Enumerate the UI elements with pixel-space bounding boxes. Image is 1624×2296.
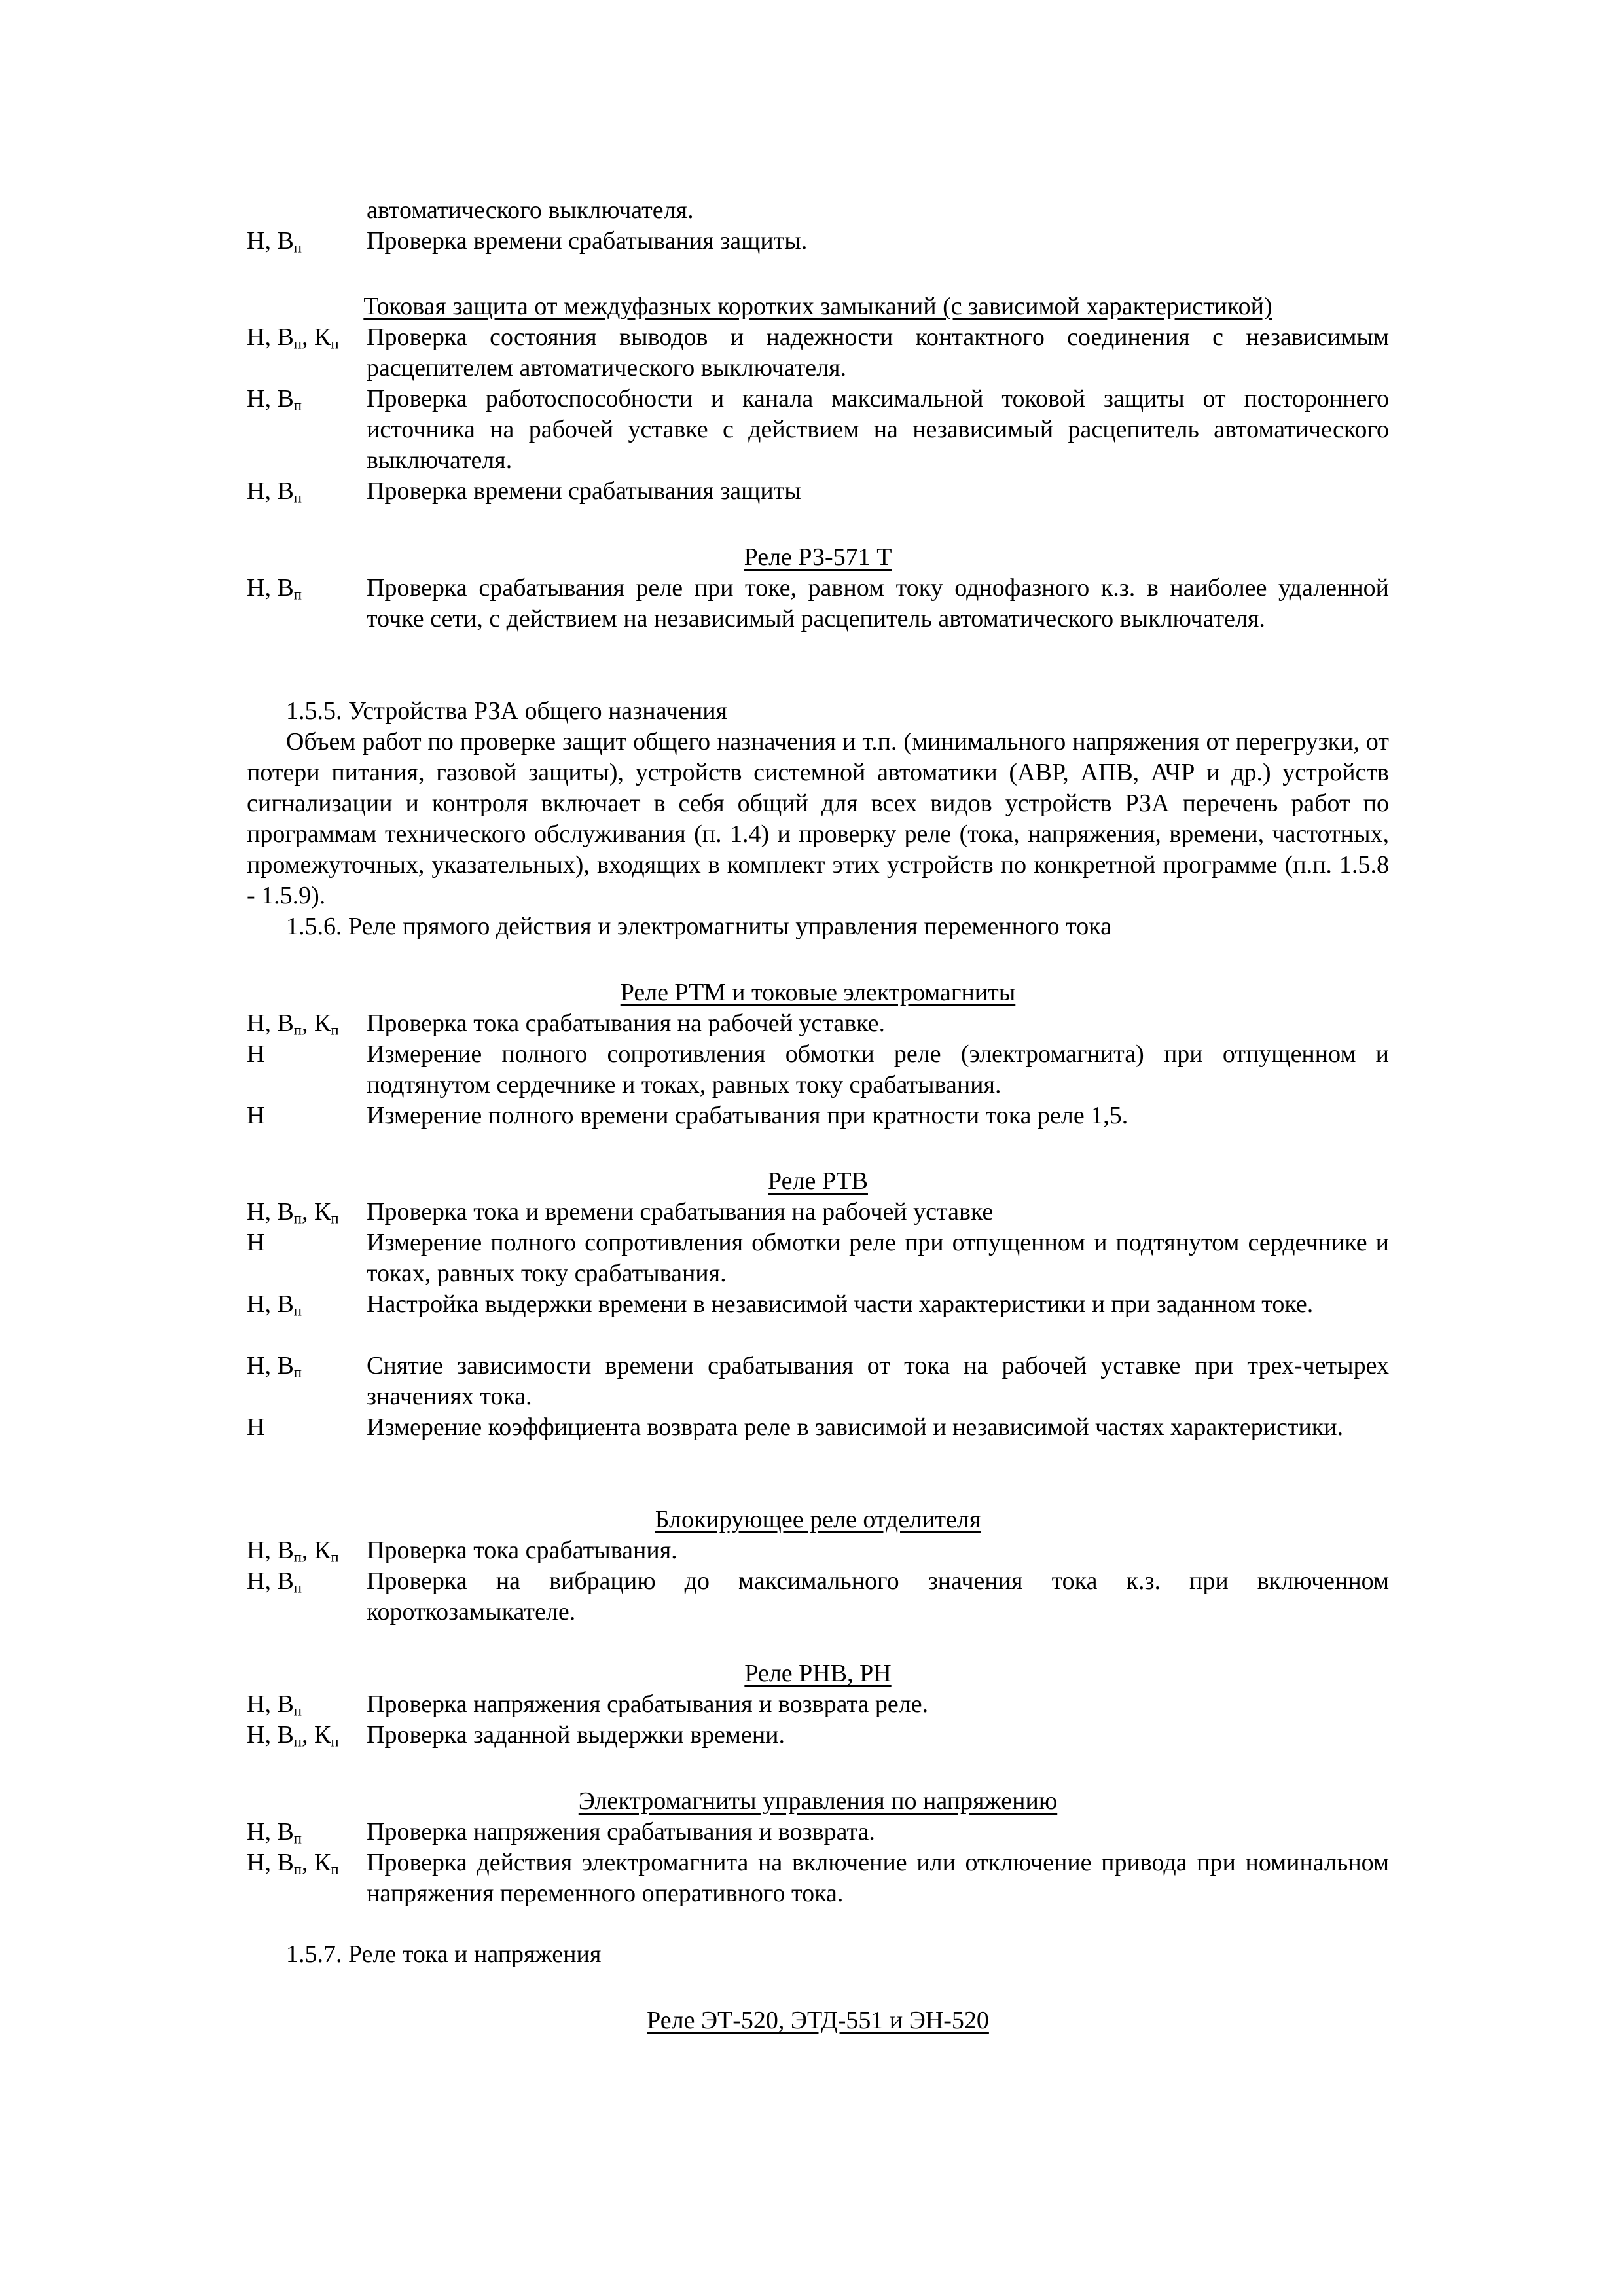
list-item — [247, 1535, 1389, 1566]
item-text: Проверка работоспособности и канала максимальной токовой защиты от постороннего источника на рабочей уставке с действием на независимый расцепитель автоматического выключателя. — [367, 385, 1389, 474]
item-text: Проверка состояния выводов и надежности контактного соединения с независимым расцепителем автоматического выключателя. — [367, 323, 1389, 382]
list-item — [247, 1412, 1389, 1443]
list-item — [247, 1848, 1389, 1909]
section-title-1-5-6: 1.5.6. Реле прямого действия и электромагниты управления переменного тока — [286, 913, 1112, 940]
item-code: Н, $В_п$ — [247, 1352, 302, 1381]
item-text: Проверка действия электромагнита на включение или отключение привода при номинальном напряжения переменного оперативного тока. — [367, 1849, 1389, 1907]
list-item — [247, 1197, 1389, 1228]
item-code: Н, $В_п$, $К_п$ — [247, 1721, 339, 1750]
list-item — [247, 1228, 1389, 1289]
section-paragraph: Объем работ по проверке защит общего назначения и т.п. (минимального напряжения от перегрузки, от потери питания, газовой защиты), устройств системной автоматики (АВР, АПВ, АЧР и др.) устройств сигнализации и контроля включает в себя общий для всех видов устройств РЗА перечень работ по программам технического обслуживания (п. 1.4) и проверку реле (тока, напряжения, времени, частотных, промежуточных, указательных), входящих в комплект этих устройств по конкретной программе (п.п. 1.5.8 - 1.5.9). — [247, 728, 1389, 909]
list-item — [247, 1351, 1389, 1412]
item-code: Н — [247, 1413, 265, 1441]
section-title-1-5-7: 1.5.7. Реле тока и напряжения — [286, 1941, 602, 1968]
item-code: Н, $В_п$ — [247, 1690, 302, 1719]
item-text: Снятие зависимости времени срабатывания от тока на рабочей уставке при трех-четырех значениях тока. — [367, 1352, 1389, 1410]
item-code: Н, $В_п$ — [247, 227, 302, 256]
item-text: Проверка тока и времени срабатывания на рабочей уставке — [367, 1198, 994, 1226]
item-text: Проверка напряжения срабатывания и возврата реле. — [367, 1690, 929, 1718]
item-code: Н, $В_п$, $К_п$ — [247, 323, 339, 352]
item-code: Н — [247, 1040, 265, 1068]
list-item — [247, 1689, 1389, 1720]
item-code: Н, $В_п$ — [247, 1290, 302, 1319]
item-text: Проверка срабатывания реле при токе, равном току однофазного к.з. в наиболее удаленной точке сети, с действием на независимый расцепитель автоматического выключателя. — [367, 574, 1389, 632]
item-code: Н — [247, 1229, 265, 1256]
item-text: автоматического выключателя. — [367, 196, 694, 224]
item-code: Н, $В_п$, $К_п$ — [247, 1849, 339, 1878]
item-text: Проверка на вибрацию до максимального значения тока к.з. при включенном короткозамыкателе. — [367, 1567, 1389, 1626]
section-heading: Блокирующее реле отделителя — [655, 1506, 981, 1533]
list-item — [247, 476, 1389, 507]
item-text: Измерение коэффициента возврата реле в зависимой и независимой частях характеристики. — [367, 1413, 1344, 1441]
list-item — [247, 1566, 1389, 1628]
item-text: Проверка тока срабатывания на рабочей уставке. — [367, 1010, 886, 1037]
list-item — [247, 1720, 1389, 1751]
list-item — [247, 226, 1389, 257]
list-item — [247, 1289, 1389, 1320]
section-heading: Реле ЭТ-520, ЭТД-551 и ЭН-520 — [647, 2007, 989, 2034]
item-text: Проверка тока срабатывания. — [367, 1537, 677, 1564]
item-code: Н, $В_п$ — [247, 385, 302, 414]
item-code: Н, $В_п$ — [247, 1818, 302, 1847]
list-item — [247, 1008, 1389, 1039]
section-heading: Реле РТВ — [768, 1167, 868, 1195]
section-title-1-5-5: 1.5.5. Устройства РЗА общего назначения — [286, 697, 728, 725]
section-heading: Токовая защита от междуфазных коротких замыканий (с зависимой характеристикой) — [363, 293, 1272, 320]
item-code: Н, $В_п$ — [247, 1567, 302, 1596]
list-item — [247, 195, 1389, 226]
item-text: Проверка напряжения срабатывания и возврата. — [367, 1818, 875, 1846]
item-code: Н, $В_п$ — [247, 574, 302, 603]
item-text: Настройка выдержки времени в независимой части характеристики и при заданном токе. — [367, 1290, 1314, 1318]
section-heading: Реле РНВ, РН — [744, 1660, 892, 1687]
item-text: Проверка заданной выдержки времени. — [367, 1721, 785, 1749]
item-code: Н, $В_п$, $К_п$ — [247, 1537, 339, 1565]
item-code: Н — [247, 1102, 265, 1129]
section-heading: Электромагниты управления по напряжению — [578, 1787, 1058, 1815]
list-item — [247, 1817, 1389, 1848]
list-item — [247, 1039, 1389, 1101]
list-item — [247, 384, 1389, 476]
item-text: Измерение полного сопротивления обмотки реле при отпущенном и подтянутом сердечнике и токах, равных току срабатывания. — [367, 1229, 1389, 1287]
item-text: Проверка времени срабатывания защиты. — [367, 227, 808, 255]
item-text: Измерение полного времени срабатывания при кратности тока реле 1,5. — [367, 1102, 1128, 1129]
list-item — [247, 573, 1389, 634]
item-text: Измерение полного сопротивления обмотки реле (электромагнита) при отпущенном и подтянутом сердечнике и токах, равных току срабатывания. — [367, 1040, 1389, 1099]
list-item — [247, 1101, 1389, 1131]
list-item — [247, 322, 1389, 384]
item-text: Проверка времени срабатывания защиты — [367, 477, 801, 505]
item-code: Н, $В_п$ — [247, 477, 302, 506]
item-code: Н, $В_п$, $К_п$ — [247, 1198, 339, 1227]
section-heading: Реле РТМ и токовые электромагниты — [620, 979, 1016, 1006]
item-code: Н, $В_п$, $К_п$ — [247, 1010, 339, 1038]
section-heading: Реле РЗ-571 Т — [744, 543, 892, 571]
